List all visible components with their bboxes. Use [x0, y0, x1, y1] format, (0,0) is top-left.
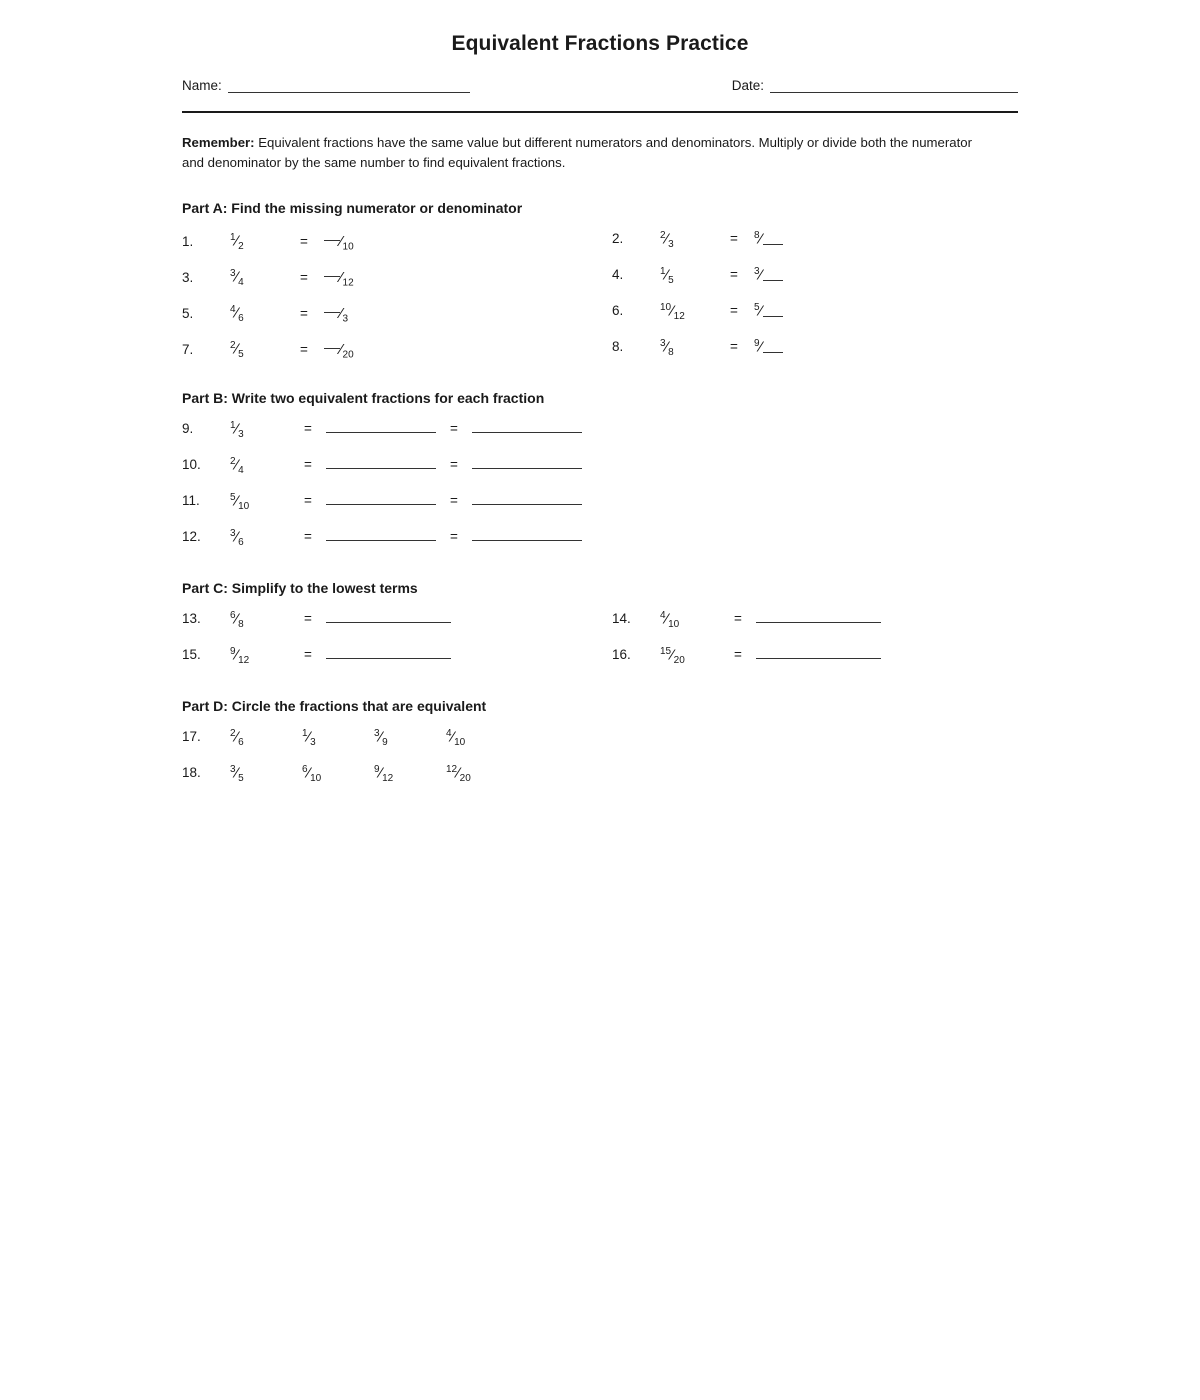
numerator: 5 — [754, 301, 760, 313]
numerator: 9 — [754, 337, 760, 349]
equals-sign: = — [304, 421, 312, 437]
equals-sign: = — [304, 647, 312, 663]
problem-fraction: $^{10}⁄_{12}$ — [660, 301, 685, 323]
part-d-section — [182, 698, 1018, 790]
problem-fraction: $^1⁄_5$ — [660, 265, 674, 287]
part-b-heading: Part B: Write two equivalent fractions for each fraction — [182, 389, 545, 406]
problem-8[interactable] — [612, 338, 1018, 364]
problem-7[interactable] — [182, 338, 612, 364]
problem-fraction: $^3⁄_8$ — [660, 337, 674, 359]
equals-sign: = — [734, 611, 742, 627]
denominator: 3 — [310, 737, 316, 749]
problem-fraction: $^5⁄_{10}$ — [230, 491, 250, 513]
fraction-option-1[interactable]: $^2⁄_6$ — [230, 727, 244, 749]
denominator: 2 — [238, 241, 244, 253]
problem-fraction: $^4⁄_{10}$ — [660, 609, 680, 631]
numerator: 15 — [660, 645, 672, 657]
denominator: 12 — [342, 277, 354, 289]
problem-11[interactable] — [182, 492, 1018, 518]
equals-sign-2: = — [450, 421, 458, 437]
denominator: 6 — [238, 537, 244, 549]
name-label: Name: — [182, 78, 222, 93]
numerator: 12 — [446, 763, 458, 775]
numerator: 4 — [660, 609, 666, 621]
problem-number: 12. — [182, 529, 201, 545]
problem-6[interactable] — [612, 302, 1018, 328]
missing-denominator-blank[interactable] — [763, 345, 783, 353]
equals-sign-2: = — [450, 493, 458, 509]
equals-sign: = — [300, 269, 308, 285]
equals-sign: = — [730, 303, 738, 319]
problem-16[interactable] — [612, 646, 1018, 672]
answer-blank[interactable] — [326, 646, 451, 659]
fraction-option-4[interactable]: $^{12}⁄_{20}$ — [446, 763, 471, 785]
answer-blank-2[interactable] — [472, 456, 582, 469]
numerator: 2 — [230, 727, 236, 739]
equals-sign: = — [304, 611, 312, 627]
problem-number: 7. — [182, 341, 194, 357]
numerator: 2 — [230, 340, 236, 352]
problem-number: 11. — [182, 493, 200, 509]
problem-fraction: $^3⁄_6$ — [230, 527, 244, 549]
missing-denominator-blank[interactable] — [763, 309, 783, 317]
problem-number: 9. — [182, 421, 194, 437]
answer-blank[interactable] — [326, 610, 451, 623]
numerator: 1 — [302, 727, 308, 739]
denominator: 5 — [238, 349, 244, 361]
equals-sign: = — [730, 339, 738, 355]
answer-blank-2[interactable] — [472, 420, 582, 433]
part-d-grid — [182, 728, 1018, 790]
problem-fraction: $^1⁄_2$ — [230, 232, 244, 253]
problem-fraction: $^{15}⁄_{20}$ — [660, 645, 685, 667]
equals-sign: = — [734, 647, 742, 663]
missing-numerator-blank[interactable] — [324, 230, 340, 241]
answer-fraction[interactable]: $^8$⁄ — [754, 230, 783, 248]
equals-sign: = — [730, 267, 738, 283]
part-a-section — [182, 200, 1018, 364]
problem-2[interactable] — [612, 230, 1018, 256]
numerator: 3 — [230, 527, 236, 539]
missing-denominator-blank[interactable] — [763, 273, 783, 281]
equals-sign: = — [304, 529, 312, 545]
remember-text: Equivalent fractions have the same value but different numerators and denominators. Multiply or divide both the numerator and denominator by the same number to find equivalent fractions. — [182, 135, 972, 171]
problem-number: 17. — [182, 729, 201, 745]
problem-17[interactable] — [182, 728, 1018, 754]
denominator: 10 — [238, 501, 250, 513]
problem-5[interactable] — [182, 302, 612, 328]
numerator: 8 — [754, 229, 760, 241]
answer-fraction[interactable]: $^3$⁄ — [754, 266, 783, 284]
date-input-line[interactable] — [770, 79, 1018, 93]
problem-fraction: $^1⁄_3$ — [230, 419, 244, 441]
problem-10[interactable] — [182, 456, 1018, 482]
problem-number: 6. — [612, 303, 624, 319]
problem-9[interactable] — [182, 420, 1018, 446]
denominator: 3 — [238, 429, 244, 441]
denominator: 4 — [238, 277, 244, 289]
numerator: 3 — [754, 265, 760, 277]
numerator: 9 — [230, 645, 236, 657]
problem-13[interactable] — [182, 610, 612, 636]
denominator: 10 — [668, 619, 680, 631]
numerator: 5 — [230, 491, 236, 503]
date-label: Date: — [731, 78, 764, 93]
numerator: 4 — [230, 304, 236, 316]
denominator: 3 — [668, 239, 674, 251]
denominator: 10 — [454, 737, 466, 749]
answer-blank-2[interactable] — [472, 528, 582, 541]
numerator: 3 — [374, 727, 380, 739]
numerator: 1 — [230, 419, 236, 431]
numerator: 4 — [446, 727, 452, 739]
fraction-option-2[interactable]: $^1⁄_3$ — [302, 727, 316, 749]
numerator: 1 — [230, 232, 236, 244]
answer-fraction[interactable]: $^5$⁄ — [754, 302, 783, 320]
name-input-line[interactable] — [228, 79, 470, 93]
denominator: 12 — [673, 311, 685, 323]
problem-4[interactable] — [612, 266, 1018, 292]
problem-fraction: $^2⁄_5$ — [230, 340, 244, 361]
denominator: 4 — [238, 465, 244, 477]
denominator: 10 — [342, 241, 354, 253]
numerator: 3 — [230, 268, 236, 280]
fraction-option-1[interactable]: $^3⁄_5$ — [230, 763, 244, 785]
remember-label: Remember: — [182, 135, 255, 150]
name-date-row — [182, 78, 1018, 93]
denominator: 12 — [238, 655, 250, 667]
equals-sign: = — [300, 341, 308, 357]
problem-18[interactable] — [182, 764, 1018, 790]
part-a-grid — [182, 230, 1018, 364]
numerator: 2 — [230, 455, 236, 467]
answer-blank[interactable] — [756, 646, 881, 659]
equals-sign-2: = — [450, 529, 458, 545]
answer-blank-2[interactable] — [472, 492, 582, 505]
problem-12[interactable] — [182, 528, 1018, 554]
problem-fraction: $^3⁄_4$ — [230, 268, 244, 289]
page-title: Equivalent Fractions Practice — [451, 32, 749, 55]
problem-number: 5. — [182, 305, 194, 321]
problem-1[interactable] — [182, 230, 612, 256]
part-a-heading: Part A: Find the missing numerator or denominator — [182, 199, 523, 216]
fraction-option-3[interactable]: $^3⁄_9$ — [374, 727, 388, 749]
problem-fraction: $^4⁄_6$ — [230, 304, 244, 325]
missing-numerator-blank[interactable] — [324, 266, 340, 277]
answer-fraction[interactable]: $^9$⁄ — [754, 338, 783, 356]
problem-number: 3. — [182, 269, 194, 285]
numerator: 1 — [660, 265, 666, 277]
answer-fraction[interactable]: $⁄_3$ — [324, 302, 348, 325]
missing-numerator-blank[interactable] — [324, 338, 340, 349]
answer-blank-1[interactable] — [326, 528, 436, 541]
equals-sign: = — [304, 493, 312, 509]
problem-number: 8. — [612, 339, 624, 355]
numerator: 3 — [660, 337, 666, 349]
denominator: 5 — [668, 275, 674, 287]
denominator: 9 — [382, 737, 388, 749]
problem-number: 14. — [612, 611, 631, 627]
denominator: 20 — [459, 773, 471, 785]
denominator: 8 — [668, 347, 674, 359]
problem-number: 4. — [612, 267, 624, 283]
denominator: 12 — [382, 773, 394, 785]
equals-sign: = — [300, 305, 308, 321]
denominator: 10 — [310, 773, 322, 785]
problem-number: 2. — [612, 231, 624, 247]
date-field[interactable] — [732, 78, 1018, 93]
problem-fraction: $^9⁄_{12}$ — [230, 645, 250, 667]
equals-sign-2: = — [450, 457, 458, 473]
missing-numerator-blank[interactable] — [324, 302, 340, 313]
remember-note — [182, 133, 972, 174]
problem-fraction: $^6⁄_8$ — [230, 609, 244, 631]
denominator: 20 — [673, 655, 685, 667]
answer-fraction[interactable]: $⁄_{20}$ — [324, 338, 354, 361]
name-field[interactable] — [182, 78, 470, 93]
missing-denominator-blank[interactable] — [763, 237, 783, 245]
equals-sign: = — [730, 231, 738, 247]
problem-fraction: $^2⁄_3$ — [660, 229, 674, 251]
problem-number: 13. — [182, 611, 201, 627]
problem-number: 10. — [182, 457, 201, 473]
answer-blank[interactable] — [756, 610, 881, 623]
denominator: 5 — [238, 773, 244, 785]
problem-number: 1. — [182, 233, 194, 249]
answer-blank-1[interactable] — [326, 492, 436, 505]
answer-blank-1[interactable] — [326, 456, 436, 469]
numerator: 6 — [302, 763, 308, 775]
part-c-section — [182, 580, 1018, 672]
denominator: 20 — [342, 349, 354, 361]
denominator: 6 — [238, 313, 244, 325]
part-d-heading: Part D: Circle the fractions that are equivalent — [182, 697, 487, 714]
problem-number: 15. — [182, 647, 201, 663]
part-c-grid — [182, 610, 1018, 672]
problem-14[interactable] — [612, 610, 1018, 636]
equals-sign: = — [300, 233, 308, 249]
numerator: 9 — [374, 763, 380, 775]
fraction-option-2[interactable]: $^6⁄_{10}$ — [302, 763, 322, 785]
denominator: 8 — [238, 619, 244, 631]
header-divider — [182, 111, 1018, 113]
equals-sign: = — [304, 457, 312, 473]
numerator: 10 — [660, 301, 672, 313]
part-c-heading: Part C: Simplify to the lowest terms — [182, 579, 418, 596]
fraction-option-3[interactable]: $^9⁄_{12}$ — [374, 763, 394, 785]
problem-number: 16. — [612, 647, 631, 663]
answer-fraction[interactable]: $⁄_{10}$ — [324, 230, 354, 253]
problem-15[interactable] — [182, 646, 612, 672]
part-b-section — [182, 390, 1018, 554]
answer-blank-1[interactable] — [326, 420, 436, 433]
answer-fraction[interactable]: $⁄_{12}$ — [324, 266, 354, 289]
problem-number: 18. — [182, 765, 201, 781]
numerator: 2 — [660, 229, 666, 241]
part-b-grid — [182, 420, 1018, 554]
numerator: 3 — [230, 763, 236, 775]
fraction-option-4[interactable]: $^4⁄_{10}$ — [446, 727, 466, 749]
denominator: 6 — [238, 737, 244, 749]
denominator: 3 — [342, 313, 349, 325]
problem-fraction: $^2⁄_4$ — [230, 455, 244, 477]
numerator: 6 — [230, 609, 236, 621]
problem-3[interactable] — [182, 266, 612, 292]
